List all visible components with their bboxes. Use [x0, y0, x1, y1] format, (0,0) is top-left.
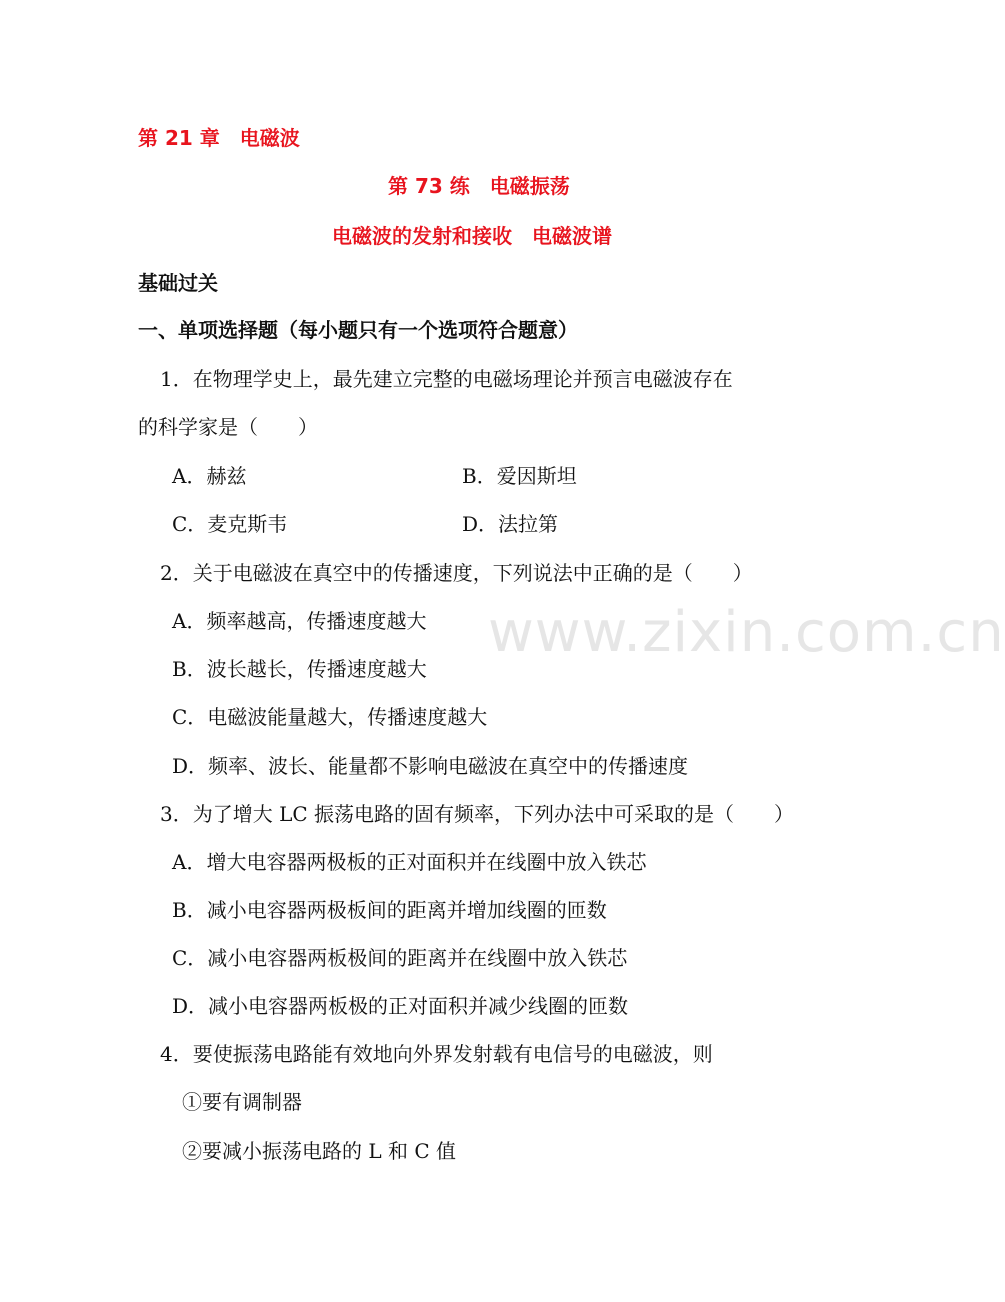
section-subtitle: 电磁波的发射和接收 电磁波谱 [332, 224, 612, 248]
question-1-option-a: A．赫兹 [172, 464, 247, 488]
question-1-line-2: 的科学家是（ ） [138, 415, 318, 439]
question-2-option-a: A．频率越高，传播速度越大 [172, 609, 427, 633]
question-2-option-c: C．电磁波能量越大，传播速度越大 [172, 705, 488, 729]
question-2-option-d: D．频率、波长、能量都不影响电磁波在真空中的传播速度 [172, 754, 689, 778]
question-1-option-b: B．爱因斯坦 [462, 464, 577, 488]
question-2-option-b: B．波长越长，传播速度越大 [172, 657, 427, 681]
question-4-item-2: ②要减小振荡电路的 L 和 C 值 [182, 1139, 457, 1163]
question-4-item-1: ①要有调制器 [182, 1090, 302, 1114]
chapter-title: 第 21 章 电磁波 [138, 126, 300, 150]
question-3-option-c: C．减小电容器两板极间的距离并在线圈中放入铁芯 [172, 946, 628, 970]
watermark: www.zixin.com.cn [488, 600, 1005, 665]
basic-heading: 基础过关 [138, 271, 218, 295]
question-1-line-1: 1．在物理学史上，最先建立完整的电磁场理论并预言电磁波存在 [160, 367, 733, 391]
question-3-option-a: A．增大电容器两极板的正对面积并在线圈中放入铁芯 [172, 850, 647, 874]
question-3-option-d: D．减小电容器两板极的正对面积并减少线圈的匝数 [172, 994, 629, 1018]
section-title: 第 73 练 电磁振荡 [388, 174, 570, 198]
question-2-line-1: 2．关于电磁波在真空中的传播速度，下列说法中正确的是（ ） [160, 561, 753, 585]
question-3-option-b: B．减小电容器两极板间的距离并增加线圈的匝数 [172, 898, 607, 922]
question-1-option-d: D．法拉第 [462, 512, 559, 536]
part-one-heading: 一、单项选择题（每小题只有一个选项符合题意） [138, 318, 578, 342]
question-1-option-c: C．麦克斯韦 [172, 512, 288, 536]
question-3-line-1: 3．为了增大 LC 振荡电路的固有频率，下列办法中可采取的是（ ） [160, 802, 795, 826]
question-4-line-1: 4．要使振荡电路能有效地向外界发射载有电信号的电磁波，则 [160, 1042, 713, 1066]
